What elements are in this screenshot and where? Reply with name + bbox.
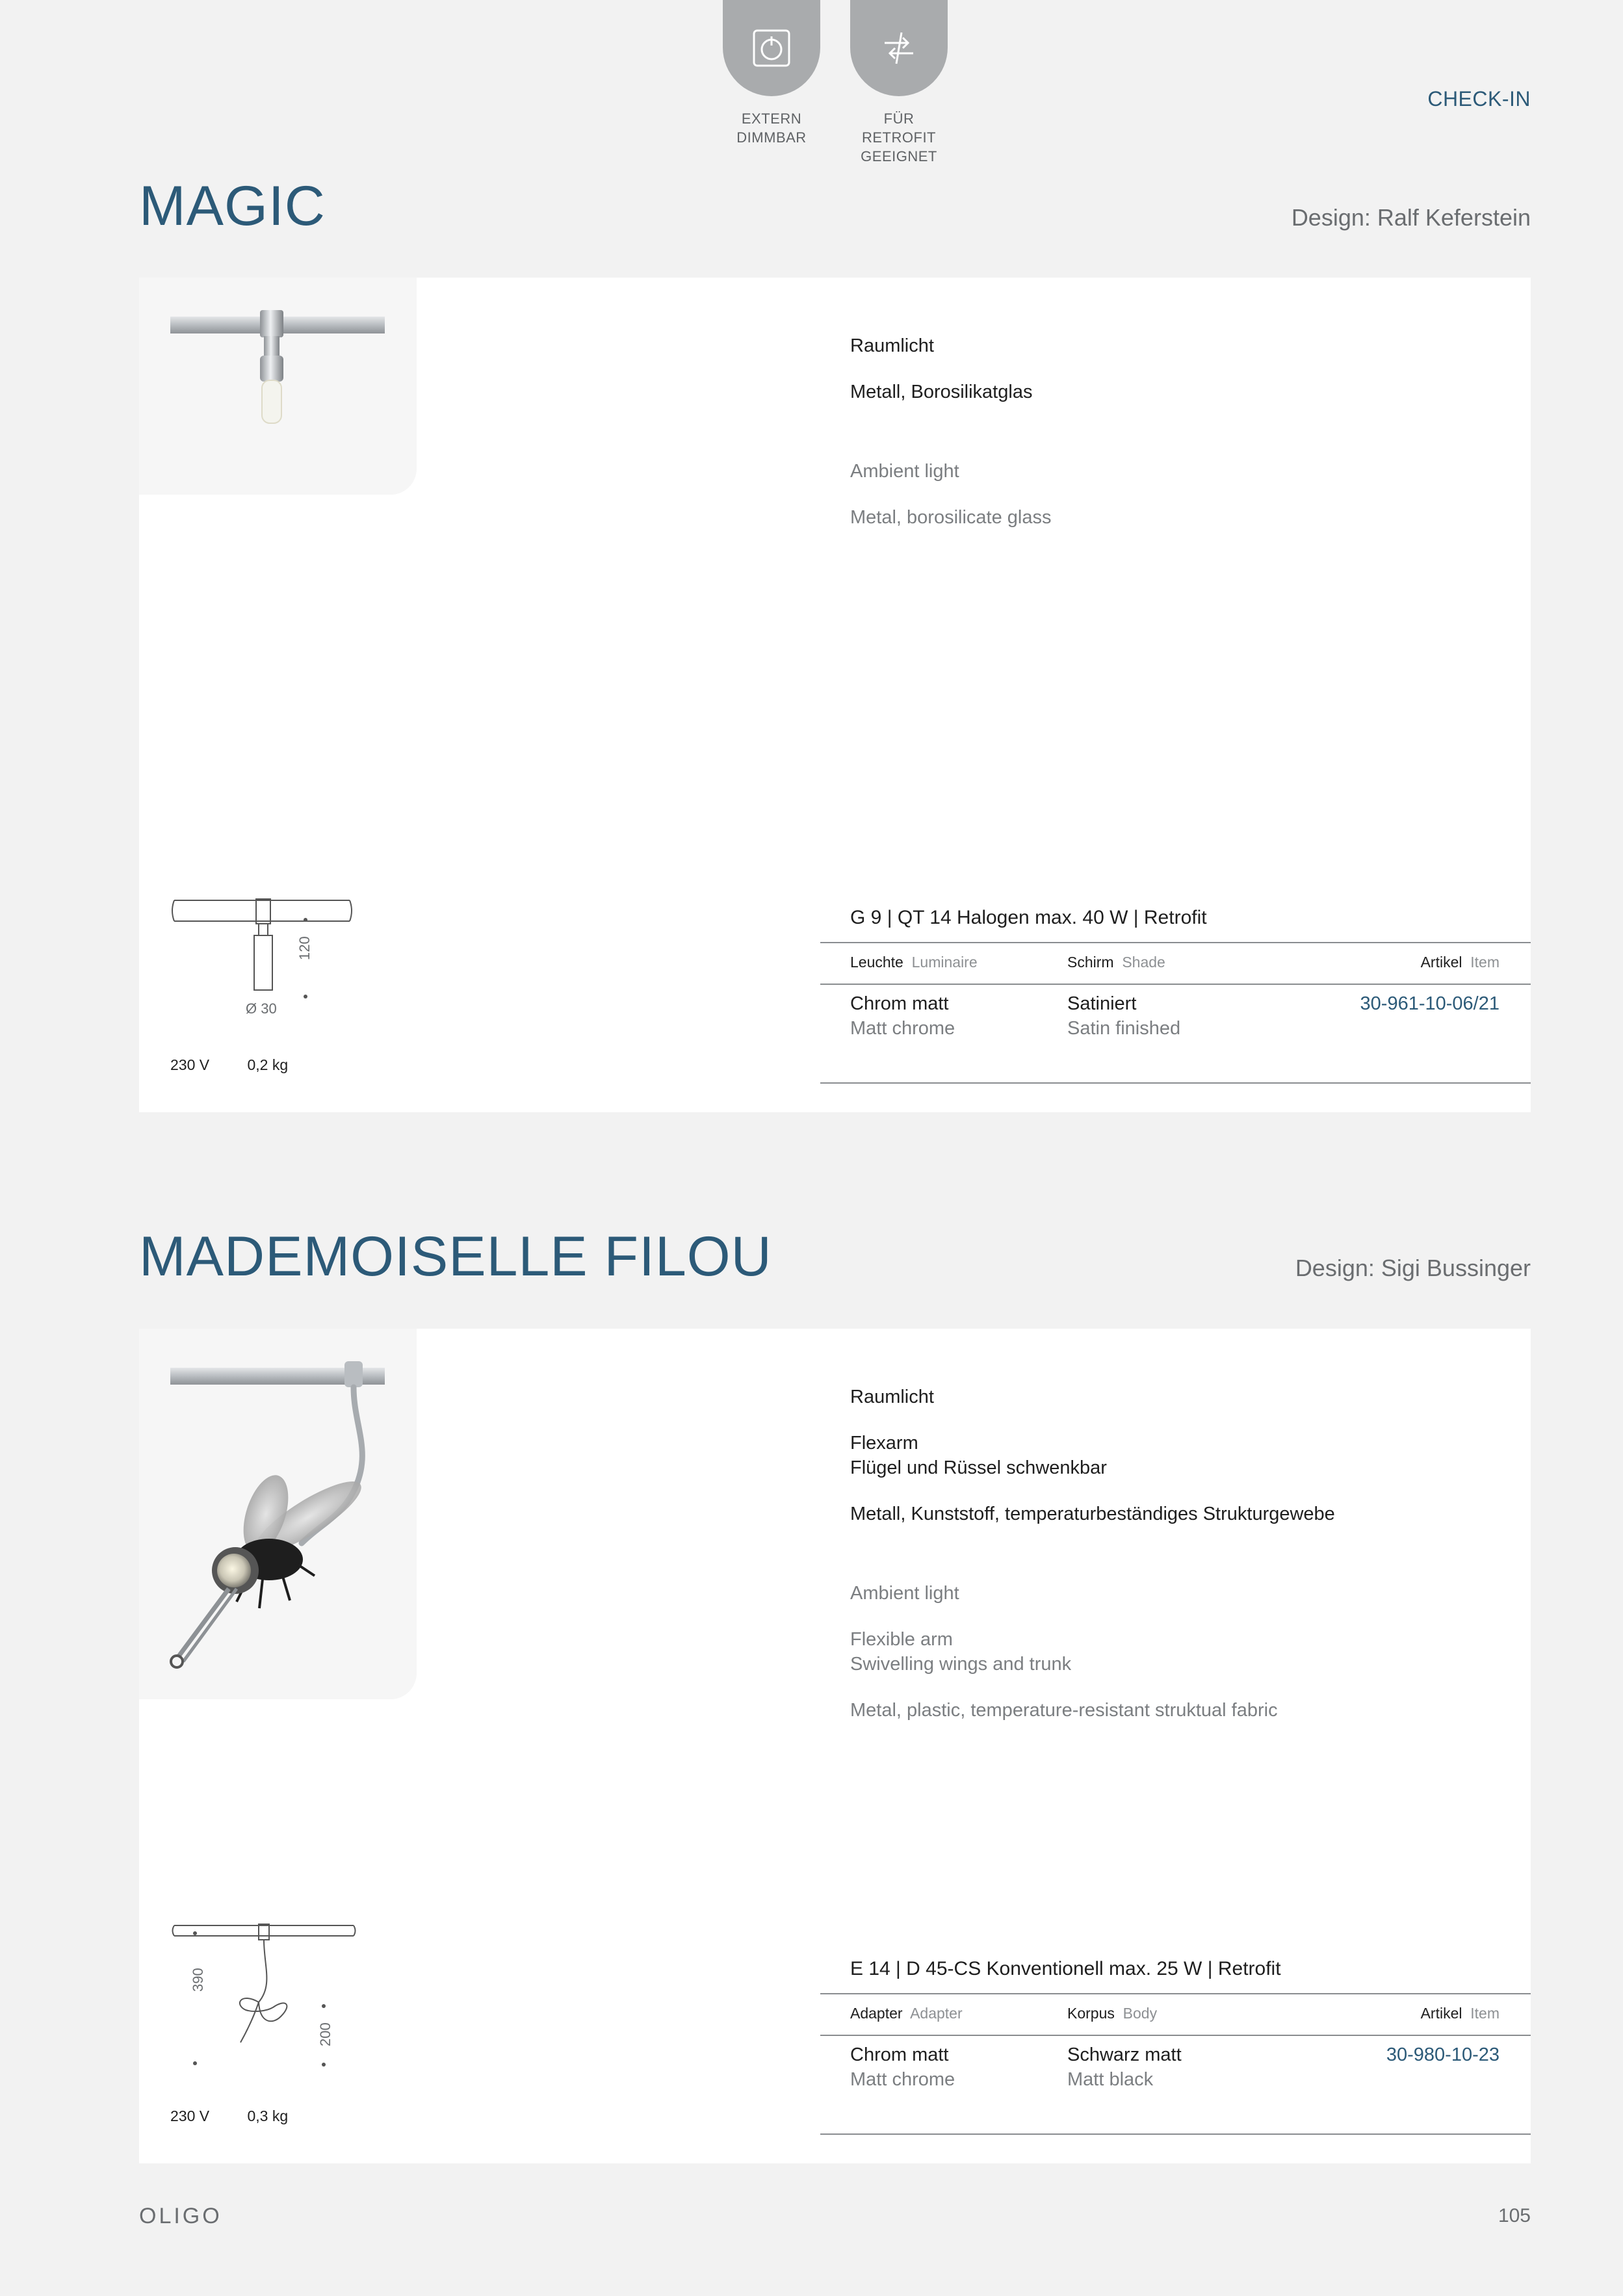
column-label: Adapter — [850, 2005, 903, 2022]
technical-drawing — [169, 1920, 364, 2096]
dimension-height-2: 200 — [317, 2022, 333, 2046]
lamp-info: G 9 | QT 14 Halogen max. 40 W | Retrofit — [820, 902, 1531, 943]
feature-caption — [723, 109, 820, 147]
product-card — [139, 278, 1531, 1112]
description-de-line: Metall, Borosilikatglas — [850, 382, 1033, 402]
article-number: 30-980-10-23 — [1386, 2044, 1500, 2065]
lamp-info: E 14 | D 45-CS Konventionell max. 25 W | Retrofit — [820, 1953, 1531, 1994]
column-sublabel: Body — [1123, 2005, 1158, 2022]
description-en-line: Flexible arm Swivelling wings and trunk — [850, 1629, 1072, 1675]
product-card — [139, 1329, 1531, 2163]
body-en: Matt black — [1067, 2069, 1154, 2090]
description-en-line: Ambient light — [850, 461, 959, 482]
voltage: 230 V — [170, 1056, 210, 1073]
adapter-en: Matt chrome — [850, 2069, 955, 2090]
weight: 0,2 kg — [247, 1056, 289, 1073]
feature-retrofit — [850, 0, 948, 166]
dimension-height: 120 — [296, 936, 313, 960]
power-button-icon — [752, 29, 791, 68]
dimension-diameter: Ø 30 — [246, 1000, 277, 1017]
product-description — [850, 333, 1051, 551]
product-image — [139, 1329, 417, 1699]
product-description — [850, 1385, 1335, 1744]
dimension-height: 390 — [190, 1968, 206, 1992]
feature-extern-dimmbar — [723, 0, 820, 147]
feature-tab — [723, 0, 820, 96]
description-en-line: Metal, borosilicate glass — [850, 507, 1052, 528]
brand-logo — [139, 2202, 230, 2232]
feature-caption-line: FÜR RETROFIT — [862, 111, 936, 146]
retrofit-arrows-icon — [879, 29, 918, 68]
column-sublabel: Item — [1470, 2005, 1500, 2022]
description-de-line: Raumlicht — [850, 1387, 934, 1407]
technical-drawing — [169, 895, 357, 1025]
feature-caption-line: DIMMBAR — [736, 129, 807, 146]
voltage: 230 V — [170, 2107, 210, 2124]
product-designer: Design: Ralf Keferstein — [1291, 204, 1531, 231]
spec-header — [820, 943, 1531, 985]
weight: 0,3 kg — [247, 2107, 289, 2124]
description-de-line: Metall, Kunststoff, temperaturbeständiges Strukturgewebe — [850, 1504, 1335, 1524]
brand-name: OLIGO — [139, 2204, 222, 2228]
body-de: Schwarz matt — [1067, 2044, 1182, 2065]
product-image — [139, 278, 417, 495]
description-en-line: Metal, plastic, temperature-resistant struktual fabric — [850, 1700, 1278, 1721]
feature-caption-line: GEEIGNET — [861, 148, 937, 164]
article-number: 30-961-10-06/21 — [1360, 993, 1500, 1014]
spec-values — [820, 2036, 1531, 2135]
column-label: Schirm — [1067, 954, 1114, 971]
product-title: MAGIC — [139, 175, 326, 237]
description-de-line: Flexarm Flügel und Rüssel schwenkbar — [850, 1433, 1107, 1478]
luminaire-de: Chrom matt — [850, 993, 949, 1014]
shade-de: Satiniert — [1067, 993, 1137, 1014]
adapter-de: Chrom matt — [850, 2044, 949, 2065]
product-photo — [139, 278, 417, 495]
product-designer: Design: Sigi Bussinger — [1295, 1255, 1531, 1281]
spec-header — [820, 1994, 1531, 2036]
tech-data — [170, 2107, 322, 2125]
spec-table — [820, 1953, 1531, 2135]
column-sublabel: Item — [1470, 954, 1500, 971]
product-photo — [139, 1329, 417, 1699]
product-title: MADEMOISELLE FILOU — [139, 1225, 772, 1288]
category-label: CHECK-IN — [1427, 87, 1531, 111]
column-label: Artikel — [1420, 954, 1462, 971]
tech-data — [170, 1056, 322, 1074]
spec-values — [820, 985, 1531, 1084]
column-sublabel: Adapter — [910, 2005, 963, 2022]
column-label: Artikel — [1420, 2005, 1462, 2022]
luminaire-en: Matt chrome — [850, 1018, 955, 1039]
description-en-line: Ambient light — [850, 1583, 959, 1604]
oligo-logo — [139, 2202, 230, 2228]
column-label: Korpus — [1067, 2005, 1115, 2022]
column-sublabel: Luminaire — [911, 954, 978, 971]
feature-tab — [850, 0, 948, 96]
page-number: 105 — [1498, 2205, 1531, 2226]
feature-caption-line: EXTERN — [741, 111, 802, 127]
column-label: Leuchte — [850, 954, 903, 971]
column-sublabel: Shade — [1122, 954, 1165, 971]
feature-caption — [850, 109, 948, 166]
shade-en: Satin finished — [1067, 1018, 1181, 1039]
description-de-line: Raumlicht — [850, 335, 934, 356]
spec-table — [820, 902, 1531, 1084]
